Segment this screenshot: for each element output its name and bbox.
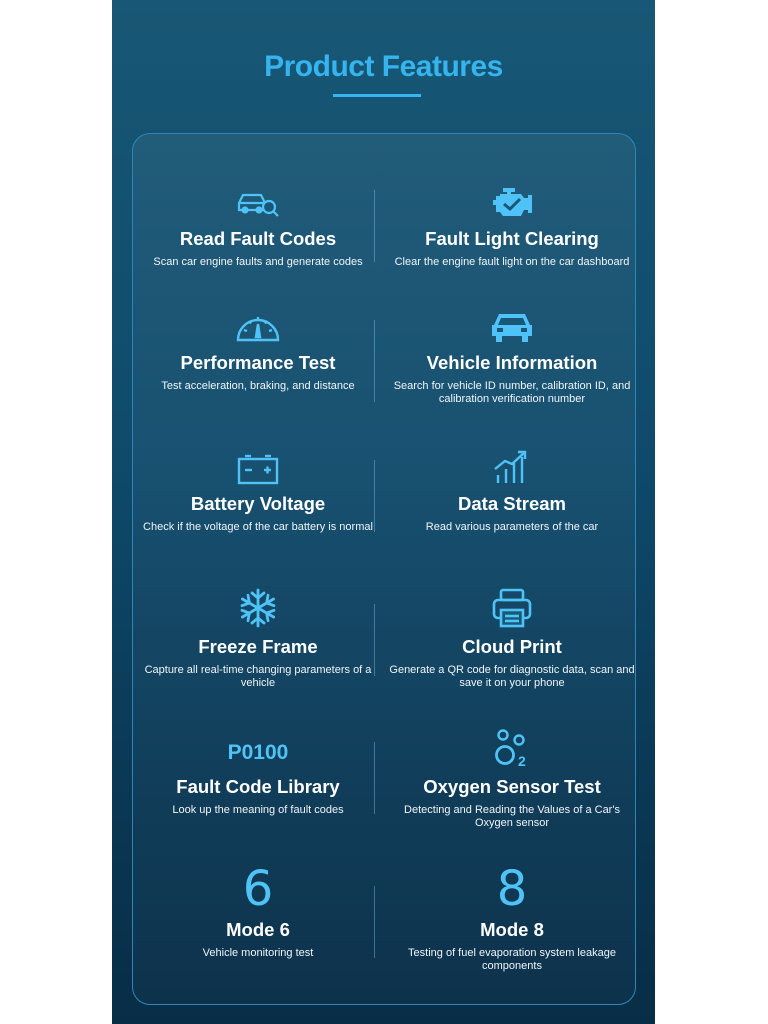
page-title: Product Features <box>264 50 503 83</box>
speedometer-icon <box>235 310 281 344</box>
feature-desc: Detecting and Reading the Values of a Car's Oxygen sensor <box>404 804 620 829</box>
fault-code-label: P0100 <box>227 741 289 764</box>
snowflake-icon <box>238 588 278 628</box>
feature-desc: Look up the meaning of fault codes <box>172 804 344 816</box>
feature-title: Read Fault Codes <box>179 228 337 249</box>
feature-title: Oxygen Sensor Test <box>423 776 601 797</box>
feature-oxygen-sensor-test <box>387 724 637 830</box>
feature-title: Battery Voltage <box>190 493 326 514</box>
feature-desc: Search for vehicle ID number, calibration ID, and calibration verification number <box>393 380 631 405</box>
feature-desc: Clear the engine fault light on the car dashboard <box>394 256 630 268</box>
feature-performance-test <box>133 300 383 393</box>
features-card <box>132 133 636 1005</box>
feature-title: Performance Test <box>180 352 336 373</box>
feature-desc: Testing of fuel evaporation system leakage components <box>408 947 616 972</box>
feature-desc: Scan car engine faults and generate codes <box>153 256 363 268</box>
engine-check-icon <box>491 186 533 220</box>
feature-mode-6 <box>133 861 383 960</box>
feature-data-stream <box>387 441 637 534</box>
mode-8-number: 8 <box>496 861 528 917</box>
feature-vehicle-information <box>387 300 637 406</box>
printer-icon <box>492 588 532 628</box>
feature-title: Cloud Print <box>462 636 562 657</box>
mode-6-number: 6 <box>242 861 274 917</box>
feature-read-fault-codes <box>133 176 383 269</box>
car-search-icon <box>235 186 281 220</box>
feature-fault-light-clearing <box>387 176 637 269</box>
feature-desc: Generate a QR code for diagnostic data, scan and save it on your phone <box>389 664 635 689</box>
feature-title: Mode 6 <box>226 919 290 940</box>
feature-title: Vehicle Information <box>426 352 598 373</box>
feature-fault-code-library <box>133 724 383 817</box>
feature-desc: Read various parameters of the car <box>425 521 599 533</box>
feature-title: Freeze Frame <box>198 636 318 657</box>
feature-title: Data Stream <box>458 493 566 514</box>
feature-mode-8 <box>387 861 637 973</box>
features-panel <box>112 0 655 1024</box>
feature-desc: Vehicle monitoring test <box>202 947 314 959</box>
feature-title: Mode 8 <box>480 919 544 940</box>
feature-desc: Test acceleration, braking, and distance <box>161 380 355 392</box>
feature-title: Fault Code Library <box>176 776 340 797</box>
title-underline <box>333 94 421 97</box>
oxygen-o2-icon <box>492 728 532 768</box>
feature-cloud-print <box>387 584 637 690</box>
feature-battery-voltage <box>133 441 383 534</box>
battery-icon <box>237 453 279 485</box>
feature-desc: Check if the voltage of the car battery is normal <box>143 521 373 533</box>
feature-desc: Capture all real-time changing parameters of a vehicle <box>144 664 372 689</box>
growth-chart-icon <box>492 449 532 485</box>
feature-freeze-frame <box>133 584 383 690</box>
feature-title: Fault Light Clearing <box>425 228 599 249</box>
oxygen-subscript: 2 <box>518 753 526 768</box>
car-front-icon <box>490 310 534 344</box>
